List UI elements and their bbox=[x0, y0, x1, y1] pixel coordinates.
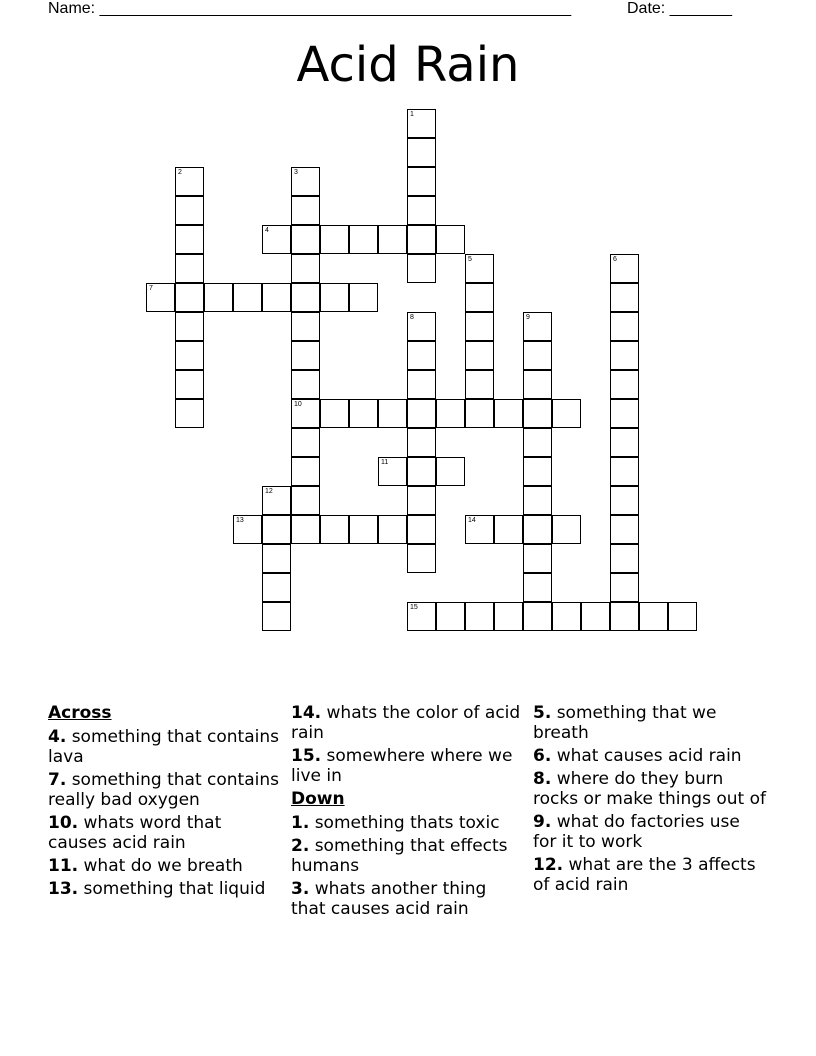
clue-number: 10 bbox=[294, 401, 302, 408]
clue-number: 9 bbox=[526, 314, 530, 321]
grid-cell[interactable] bbox=[262, 225, 291, 254]
grid-cell[interactable] bbox=[436, 457, 465, 486]
grid-cell[interactable] bbox=[552, 515, 581, 544]
grid-cell[interactable] bbox=[523, 602, 552, 631]
grid-cell[interactable] bbox=[291, 457, 320, 486]
grid-cell[interactable] bbox=[407, 370, 436, 399]
grid-cell[interactable] bbox=[523, 544, 552, 573]
clue-down-12: 12. what are the 3 affects of acid rain bbox=[533, 855, 756, 895]
grid-cell[interactable] bbox=[610, 428, 639, 457]
clue-column-3 bbox=[533, 703, 768, 898]
grid-cell[interactable] bbox=[349, 225, 378, 254]
grid-cell[interactable] bbox=[668, 602, 697, 631]
grid-cell[interactable] bbox=[291, 428, 320, 457]
clue-down-3: 3. whats another thing that causes acid rain bbox=[291, 879, 487, 919]
grid-cell[interactable] bbox=[262, 602, 291, 631]
grid-cell[interactable] bbox=[320, 225, 349, 254]
clue-down-2: 2. something that effects humans bbox=[291, 836, 508, 876]
grid-cell[interactable] bbox=[175, 370, 204, 399]
grid-cell[interactable] bbox=[407, 312, 436, 341]
clue-down-8: 8. where do they burn rocks or make things out of bbox=[533, 769, 766, 809]
clue-number: 6 bbox=[613, 256, 617, 263]
clue-number: 5 bbox=[468, 256, 472, 263]
clue-across-7: 7. something that contains really bad oxygen bbox=[48, 770, 279, 810]
grid-cell[interactable] bbox=[407, 196, 436, 225]
grid-cell[interactable] bbox=[262, 486, 291, 515]
grid-cell[interactable] bbox=[175, 341, 204, 370]
grid-cell[interactable] bbox=[407, 602, 436, 631]
grid-cell[interactable] bbox=[262, 573, 291, 602]
down-heading: Down bbox=[291, 789, 345, 809]
clue-number: 13 bbox=[236, 517, 244, 524]
grid-cell[interactable] bbox=[610, 341, 639, 370]
grid-cell[interactable] bbox=[465, 399, 494, 428]
grid-cell[interactable] bbox=[291, 254, 320, 283]
name-field[interactable]: Name: _____________________________________________________ bbox=[48, 0, 572, 17]
grid-cell[interactable] bbox=[407, 109, 436, 138]
grid-cell[interactable] bbox=[610, 515, 639, 544]
date-field[interactable]: Date: _______ bbox=[627, 0, 732, 17]
grid-cell[interactable] bbox=[407, 399, 436, 428]
grid-cell[interactable] bbox=[175, 254, 204, 283]
grid-cell[interactable] bbox=[523, 399, 552, 428]
grid-cell[interactable] bbox=[581, 602, 610, 631]
grid-cell[interactable] bbox=[175, 167, 204, 196]
grid-cell[interactable] bbox=[291, 283, 320, 312]
grid-cell[interactable] bbox=[320, 283, 349, 312]
grid-cell[interactable] bbox=[320, 515, 349, 544]
grid-cell[interactable] bbox=[407, 515, 436, 544]
clue-column-1 bbox=[48, 703, 283, 902]
clue-across-10: 10. whats word that causes acid rain bbox=[48, 813, 222, 853]
grid-cell[interactable] bbox=[407, 167, 436, 196]
grid-cell[interactable] bbox=[523, 341, 552, 370]
grid-cell[interactable] bbox=[610, 283, 639, 312]
clue-across-14: 14. whats the color of acid rain bbox=[291, 703, 521, 743]
grid-cell[interactable] bbox=[291, 486, 320, 515]
clue-number: 3 bbox=[294, 169, 298, 176]
clue-number: 1 bbox=[410, 111, 414, 118]
grid-cell[interactable] bbox=[378, 515, 407, 544]
grid-cell[interactable] bbox=[291, 225, 320, 254]
grid-cell[interactable] bbox=[233, 515, 262, 544]
grid-cell[interactable] bbox=[494, 515, 523, 544]
clue-across-11: 11. what do we breath bbox=[48, 856, 243, 876]
grid-cell[interactable] bbox=[291, 312, 320, 341]
grid-cell[interactable] bbox=[639, 602, 668, 631]
grid-cell[interactable] bbox=[465, 312, 494, 341]
clue-across-4: 4. something that contains lava bbox=[48, 727, 279, 767]
clue-column-2 bbox=[291, 703, 526, 922]
grid-cell[interactable] bbox=[610, 254, 639, 283]
grid-cell[interactable] bbox=[494, 399, 523, 428]
grid-cell[interactable] bbox=[349, 399, 378, 428]
grid-cell[interactable] bbox=[465, 515, 494, 544]
grid-cell[interactable] bbox=[523, 486, 552, 515]
grid-cell[interactable] bbox=[552, 399, 581, 428]
grid-cell[interactable] bbox=[407, 486, 436, 515]
grid-cell[interactable] bbox=[465, 283, 494, 312]
grid-cell[interactable] bbox=[233, 283, 262, 312]
clue-number: 14 bbox=[468, 517, 476, 524]
clue-number: 7 bbox=[149, 285, 153, 292]
clue-down-5: 5. something that we breath bbox=[533, 703, 717, 743]
grid-cell[interactable] bbox=[407, 138, 436, 167]
grid-cell[interactable] bbox=[262, 515, 291, 544]
grid-cell[interactable] bbox=[436, 225, 465, 254]
grid-cell[interactable] bbox=[175, 196, 204, 225]
grid-cell[interactable] bbox=[291, 399, 320, 428]
grid-cell[interactable] bbox=[552, 602, 581, 631]
grid-cell[interactable] bbox=[175, 283, 204, 312]
grid-cell[interactable] bbox=[465, 254, 494, 283]
grid-cell[interactable] bbox=[494, 602, 523, 631]
clue-number: 4 bbox=[265, 227, 269, 234]
grid-cell[interactable] bbox=[436, 602, 465, 631]
grid-cell[interactable] bbox=[407, 428, 436, 457]
grid-cell[interactable] bbox=[523, 428, 552, 457]
grid-cell[interactable] bbox=[378, 225, 407, 254]
grid-cell[interactable] bbox=[378, 399, 407, 428]
grid-cell[interactable] bbox=[175, 225, 204, 254]
clue-number: 11 bbox=[381, 459, 389, 466]
grid-cell[interactable] bbox=[291, 515, 320, 544]
grid-cell[interactable] bbox=[262, 544, 291, 573]
grid-cell[interactable] bbox=[610, 544, 639, 573]
clue-number: 12 bbox=[265, 488, 273, 495]
grid-cell[interactable] bbox=[610, 602, 639, 631]
grid-cell[interactable] bbox=[349, 283, 378, 312]
clue-down-1: 1. something thats toxic bbox=[291, 813, 500, 833]
grid-cell[interactable] bbox=[465, 602, 494, 631]
grid-cell[interactable] bbox=[407, 544, 436, 573]
grid-cell[interactable] bbox=[291, 167, 320, 196]
clue-number: 8 bbox=[410, 314, 414, 321]
clue-down-6: 6. what causes acid rain bbox=[533, 746, 742, 766]
grid-cell[interactable] bbox=[291, 341, 320, 370]
clue-number: 15 bbox=[410, 604, 418, 611]
clue-across-13: 13. something that liquid bbox=[48, 879, 266, 899]
clue-down-9: 9. what do factories use for it to work bbox=[533, 812, 740, 852]
grid-cell[interactable] bbox=[407, 254, 436, 283]
grid-cell[interactable] bbox=[436, 399, 465, 428]
grid-cell[interactable] bbox=[291, 370, 320, 399]
grid-cell[interactable] bbox=[407, 457, 436, 486]
grid-cell[interactable] bbox=[610, 370, 639, 399]
grid-cell[interactable] bbox=[175, 399, 204, 428]
grid-cell[interactable] bbox=[378, 457, 407, 486]
grid-cell[interactable] bbox=[465, 341, 494, 370]
grid-cell[interactable] bbox=[262, 283, 291, 312]
grid-cell[interactable] bbox=[523, 515, 552, 544]
grid-cell[interactable] bbox=[610, 486, 639, 515]
grid-cell[interactable] bbox=[610, 312, 639, 341]
grid-cell[interactable] bbox=[610, 457, 639, 486]
grid-cell[interactable] bbox=[204, 283, 233, 312]
clue-number: 2 bbox=[178, 169, 182, 176]
grid-cell[interactable] bbox=[291, 196, 320, 225]
grid-cell[interactable] bbox=[465, 370, 494, 399]
grid-cell[interactable] bbox=[523, 573, 552, 602]
clue-across-15: 15. somewhere where we live in bbox=[291, 746, 513, 786]
grid-cell[interactable] bbox=[610, 573, 639, 602]
grid-cell[interactable] bbox=[320, 399, 349, 428]
grid-cell[interactable] bbox=[523, 370, 552, 399]
grid-cell[interactable] bbox=[175, 312, 204, 341]
page-title: Acid Rain bbox=[296, 37, 520, 93]
grid-cell[interactable] bbox=[407, 225, 436, 254]
grid-cell[interactable] bbox=[146, 283, 175, 312]
grid-cell[interactable] bbox=[523, 312, 552, 341]
grid-cell[interactable] bbox=[349, 515, 378, 544]
grid-cell[interactable] bbox=[610, 399, 639, 428]
across-heading: Across bbox=[48, 703, 112, 723]
grid-cell[interactable] bbox=[407, 341, 436, 370]
grid-cell[interactable] bbox=[523, 457, 552, 486]
